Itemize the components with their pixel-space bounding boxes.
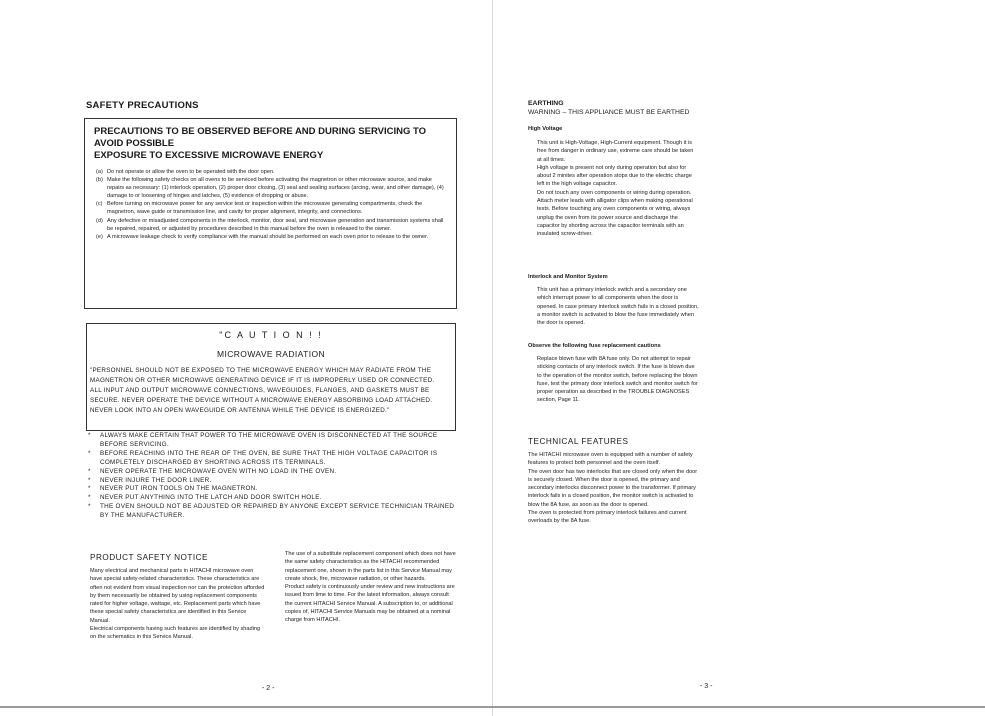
caution-text (90, 366, 452, 416)
bullet-item (88, 477, 458, 486)
caution-heading: "C A U T I O N ! ! (219, 330, 323, 340)
bullet-text: BEFORE REACHING INTO THE REAR OF THE OVEN, BE SURE THAT THE HIGH VOLTAGE CAPACITOR IS COMPLETELY DISCHARGED BY SHORTING ACROSS ITS TERMINALS. (100, 449, 438, 466)
bullet-text: NEVER OPERATE THE MICROWAVE OVEN WITH NO LOAD IN THE OVEN. (100, 467, 337, 475)
bottom-edge-rule (0, 706, 985, 708)
bullet-text: ALWAYS MAKE CERTAIN THAT POWER TO THE MICROWAVE OVEN IS DISCONNECTED AT THE SOURCE BEFORE SERVICING. (100, 432, 438, 448)
paragraph: Do not touch any oven components or wiring during operation. Attach meter leads with alligator clips when making operational tests. Before touching any oven components or wiring, always unplug the oven from its power source and discharge the capacitor by shorting across the capacitor terminals with an insulated screw-driver. (537, 189, 693, 238)
page-number-right: - 3 - (700, 683, 713, 690)
caution-line: SECURE. NEVER OPERATE THE DEVICE WITHOUT A MICROWAVE ENERGY ABSORBING LOAD ATTACHED. (90, 397, 433, 404)
list-item (96, 217, 446, 233)
list-item (96, 168, 446, 176)
fuse-text: Replace blown fuse with 8A fuse only. Do not attempt to repair sticking contacts of any interlock switch. If the fuse is blown due to the operation of the monitor switch, before replacing the blown fuse, test the primary door interlock switch and monitor switch for proper operation as described in the TROUBLE DIAGNOSES section, Page 11. (537, 356, 698, 404)
paragraph: The HITACHI microwave oven is equipped with a number of safety features to protect both personnel and the oven itself. (528, 452, 693, 467)
high-voltage-title: High Voltage (528, 126, 563, 132)
item-text: Do not operate or allow the oven to be operated with the door open. (107, 169, 275, 175)
caution-line: ALL INPUT AND OUTPUT MICROWAVE CONNECTIONS, WAVEGUIDES, FLANGES, AND GASKETS MUST BE (90, 387, 430, 394)
technical-features-title: TECHNICAL FEATURES (528, 437, 629, 446)
paragraph: Electrical components having such features are identified by shading on the schematics in this Service Manual. (90, 626, 261, 641)
warning-bullets (88, 432, 458, 521)
bullet-mark: * (88, 503, 91, 511)
earthing-block (528, 100, 728, 117)
high-voltage-text (537, 139, 699, 239)
item-text: Any defective or misadjusted components in the interlock, monitor, door seal, and microwave generation and transmission systems shall be repaired, repaired, or adjusted by procedures described in this manual before the oven is released to the owner. (107, 217, 444, 232)
item-key: (c) (96, 201, 103, 208)
bullet-mark: * (88, 485, 91, 493)
bullet-mark: * (88, 476, 91, 484)
caution-line: MAGNETRON OR OTHER MICROWAVE GENERATING DEVICE IF IT IS IMPROPERLY USED OR CONNECTED. (90, 377, 435, 384)
item-key: (b) (96, 177, 103, 184)
list-item (96, 200, 446, 216)
list-item (96, 233, 446, 241)
paragraph: The oven door has two interlocks that are closed only when the door is securely closed. When the door is opened, the primary and secondary interlocks disconnect power to the transformer. If primary interlock fails in a closed position, the monitor switch is activated to blow the 8A fuse, as soon as the door is opened. (528, 468, 698, 508)
bullet-mark: * (88, 467, 91, 475)
interlock-text: This unit has a primary interlock switch and a secondary one which interrupt power to all components when the door is opened. In case primary interlock switch fails in a closed position, a monitor switch is activated to blow the fuse immediately when the door is opened. (537, 287, 699, 327)
item-text: Make the following safety checks on all ovens to be serviced before activating the magnetron or other microwave source, and make repairs as necessary: (1) interlock operation, (2) proper door closing, (3) seal and sealing surfaces (arcing, wear, and other damage), (4) damage to or loosening of hinges and latches, (5) evidence of dropping or abuse. (107, 177, 444, 200)
box-title-line-2: EXPOSURE TO EXCESSIVE MICROWAVE ENERGY (94, 150, 324, 161)
bullet-mark: * (88, 494, 91, 502)
paragraph: Product safety is continuously under review and new instructions are issued from time to time. For the latest information, always consult the current HITACHI Service Manual. A subscription to, or additional copies of, HITACHI Service Manuals may be obtained at a nominal charge from HITACHI. (285, 584, 455, 624)
caution-line: "PERSONNEL SHOULD NOT BE EXPOSED TO THE MICROWAVE ENERGY WHICH MAY RADIATE FROM THE (90, 367, 432, 374)
page-fold (492, 0, 493, 716)
precautions-box-title (94, 126, 449, 162)
section-title: SAFETY PRECAUTIONS (86, 100, 199, 111)
paragraph: The use of a substitute replacement component which does not have the same safety characteristics as the HITACHI recommended replacement one, shown in the parts list in this Service Manual may create shock, fire, microwave radiation, or other hazards. (285, 551, 456, 582)
paragraph: High voltage is present not only during operation but also for about 2 minites after operation stops due to the electric charge left in the high voltage capacitor. (537, 164, 692, 188)
item-text: A microwave leakage check to verify compliance with the manual should be performed on each oven prior to release to the owner. (107, 233, 429, 240)
item-key: (e) (96, 233, 103, 240)
paragraph: Many electrical and mechanical parts in HITACHI microwave oven have special safety-related characteristics. These characteristics are often not evident from visual inspection nor can the protection afforded by them necessarily be obtained by using replacement components rated for higher voltage, wattage, etc. Replacement parts which have these special safety characteristics are identified in this Service Manual. (90, 568, 265, 624)
item-key: (a) (96, 169, 103, 175)
bullet-item (88, 450, 458, 468)
bullet-text: THE OVEN SHOULD NOT BE ADJUSTED OR REPAIRED BY ANYONE EXCEPT SERVICE TECHNICIAN TRAINED BY THE MANUFACTURER. (100, 503, 455, 520)
technical-features-text (528, 451, 700, 526)
page-number-left: - 2 - (262, 685, 275, 692)
earthing-title: EARTHING (528, 100, 564, 107)
radiation-heading: MICROWAVE RADIATION (216, 349, 326, 359)
bullet-text: NEVER PUT ANYTHING INTO THE LATCH AND DOOR SWITCH HOLE. (100, 494, 322, 502)
bullet-text: NEVER INJURE THE DOOR LINER. (100, 476, 212, 484)
product-safety-right-column (285, 550, 458, 625)
list-item (96, 176, 446, 200)
bullet-item (88, 468, 458, 477)
interlock-title: Interlock and Monitor System (528, 274, 608, 280)
bullet-mark: * (88, 432, 91, 439)
bullet-item (88, 432, 458, 450)
earthing-warning: WARNING – THIS APPLIANCE MUST BE EARTHED (528, 108, 690, 116)
item-text: Before turning on microwave power for any service test or inspection within the microwave generating compartments, check the magnetron, wave guide or transmission line, and cavity for proper alignment, integrity, and connections. (107, 201, 423, 216)
caution-line: NEVER LOOK INTO AN OPEN WAVEGUIDE OR ANTENNA WHILE THE DEVICE IS ENERGIZED." (90, 407, 390, 414)
bullet-item (88, 485, 458, 494)
product-safety-title: PRODUCT SAFETY NOTICE (90, 553, 209, 562)
bullet-text: NEVER PUT IRON TOOLS ON THE MAGNETRON. (100, 485, 258, 493)
product-safety-left-column (90, 567, 266, 642)
fuse-title: Observe the following fuse replacement cautions (528, 343, 661, 349)
bullet-mark: * (88, 449, 91, 457)
paragraph: This unit is High-Voltage, High-Current equipment. Though it is free from danger in ordinary use, extreme care should be taken at all times. (537, 140, 694, 163)
bullet-item (88, 503, 458, 521)
box-title-line-1: PRECAUTIONS TO BE OBSERVED BEFORE AND DURING SERVICING TO AVOID POSSIBLE (94, 126, 427, 149)
precautions-list (96, 168, 446, 241)
paragraph: The oven is protected from primary interlock failures and current overloads by the 8A fuse. (528, 510, 687, 525)
item-key: (d) (96, 217, 103, 224)
bullet-item (88, 494, 458, 503)
